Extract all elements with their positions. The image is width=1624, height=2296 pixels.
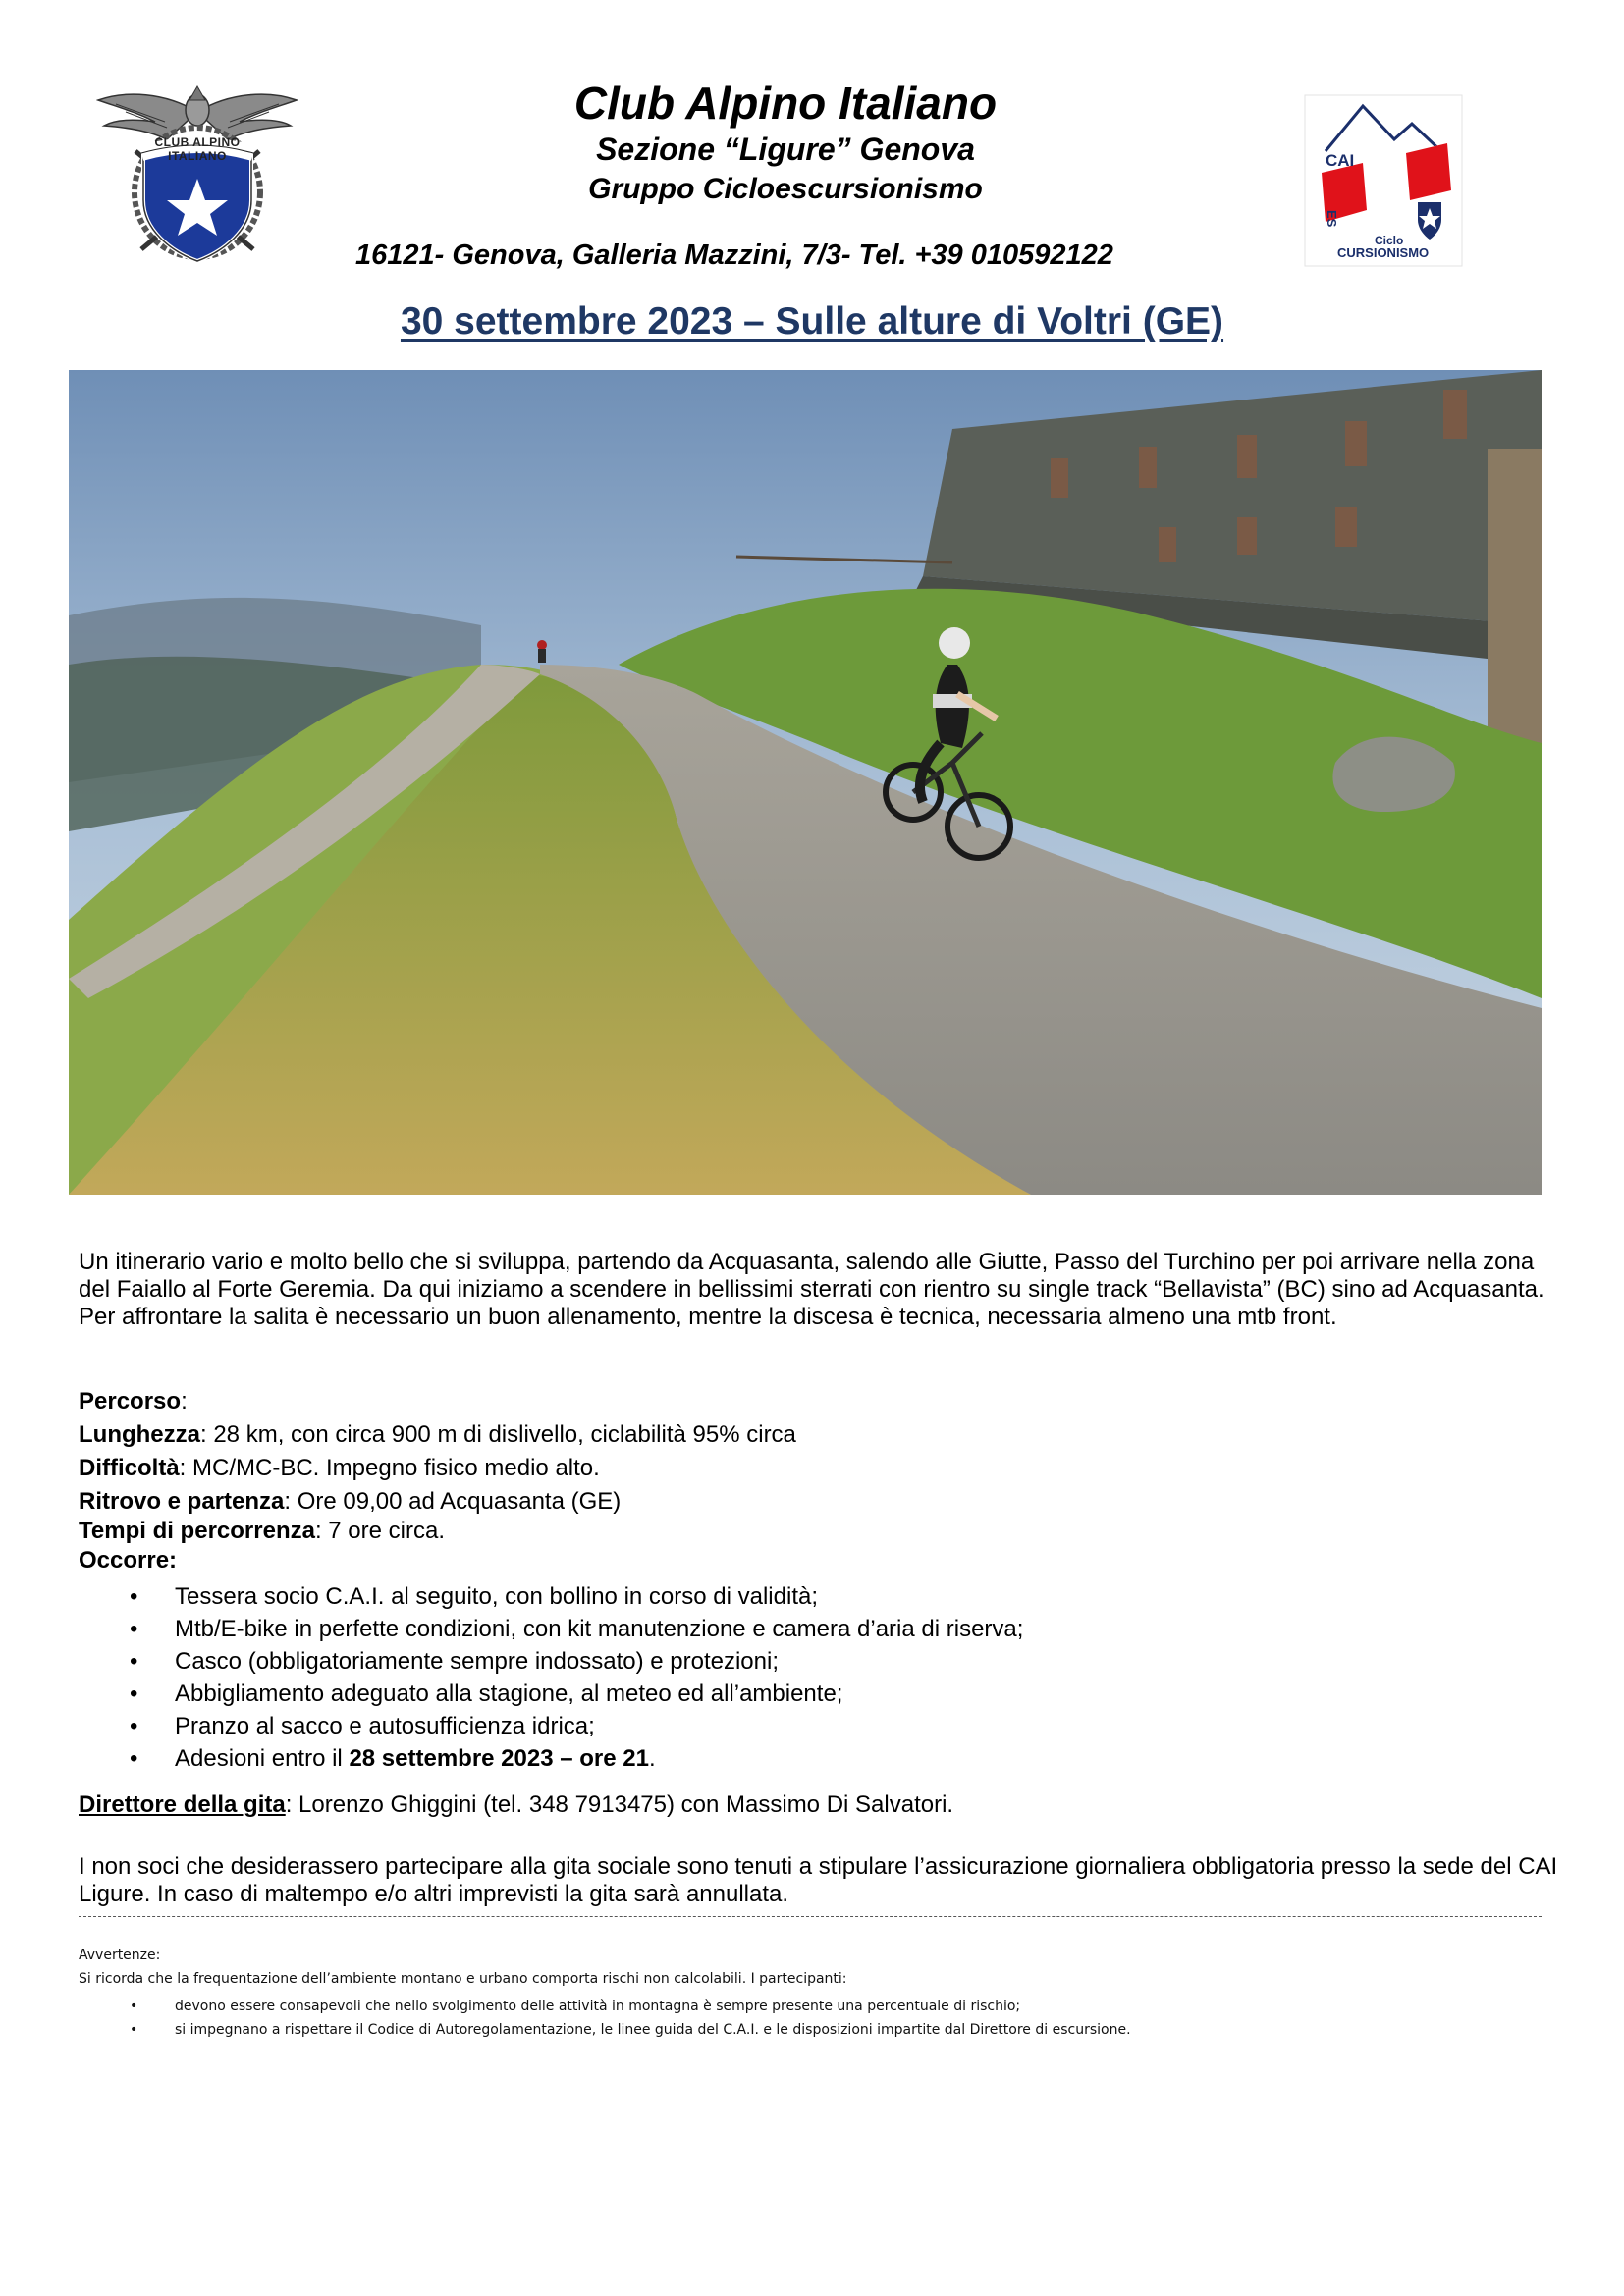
list-item: • Mtb/E-bike in perfette condizioni, con kit manutenzione e camera d’aria di riserva;: [79, 1613, 1023, 1645]
list-item: • devono essere consapevoli che nello svolgimento delle attività in montagna è sempre presente una percentuale di rischio;: [79, 1995, 1131, 2018]
club-title: Club Alpino Italiano: [573, 78, 998, 129]
ritrovo-line: [79, 1488, 621, 1516]
lunghezza-line: [79, 1421, 796, 1449]
event-title: 30 settembre 2023 – Sulle alture di Voltri (GE): [400, 300, 1224, 343]
occorre-list: [79, 1580, 1023, 1775]
adesioni-deadline: 28 settembre 2023 – ore 21: [349, 1745, 649, 1772]
director-line: [79, 1791, 953, 1819]
tempi-line: [79, 1518, 445, 1545]
dashed-divider: [79, 1916, 1542, 1919]
warnings-intro: Si ricorda che la frequentazione dell’ambiente montano e urbano comporta rischi non calcolabili. I partecipanti:: [79, 1971, 847, 1987]
warnings-title: Avvertenze:: [79, 1948, 161, 1963]
list-item-adesioni: [79, 1742, 1023, 1775]
occorre-label: Occorre:: [79, 1547, 178, 1574]
cai-eagle-logo: [96, 82, 298, 265]
lunghezza-value: : 28 km, con circa 900 m di dislivello, ciclabilità 95% circa: [200, 1421, 796, 1448]
adesioni-prefix: Adesioni entro il: [175, 1745, 350, 1772]
lunghezza-label: Lunghezza: [79, 1421, 200, 1448]
director-label: Direttore della gita: [79, 1791, 286, 1818]
section-name: Sezione “Ligure” Genova: [596, 132, 975, 167]
tempi-label: Tempi di percorrenza: [79, 1518, 315, 1544]
es-label: ES: [1325, 210, 1339, 228]
intro-text: [79, 1249, 1561, 1331]
difficolta-line: [79, 1455, 600, 1482]
list-item: • Tessera socio C.A.I. al seguito, con bollino in corso di validità;: [79, 1580, 1023, 1613]
adesioni-suffix: .: [648, 1745, 656, 1772]
list-item: • Casco (obbligatoriamente sempre indossato) e protezioni;: [79, 1645, 1023, 1678]
percorso-label: Percorso: [79, 1388, 182, 1415]
intro-paragraph-1: Un itinerario vario e molto bello che si sviluppa, partendo da Acquasanta, salendo alle Giutte, Passo del Turchino per poi arrivare nella zona del Faiallo al Forte Geremia. Da qui iniziamo a scendere in bellissimi sterrati con rientro su single track “Bellavista” (BC) sino ad Acquasanta.: [79, 1249, 1544, 1303]
group-name: Gruppo Cicloescursionismo: [588, 173, 983, 205]
non-soci-note: I non soci che desiderassero partecipare alla gita sociale sono tenuti a stipulare l’assicurazione giornaliera obbligatoria presso la sede del CAI Ligure. In caso di maltempo e/o altri imprevisti la gita sarà annullata.: [79, 1853, 1558, 1907]
cai-logo-text: CLUB ALPINO ITALIANO: [154, 135, 241, 163]
cicloescursionismo-logo: [1304, 94, 1463, 267]
ritrovo-label: Ritrovo e partenza: [79, 1488, 285, 1515]
percorso-value: :: [181, 1388, 188, 1415]
list-item: • Abbigliamento adeguato alla stagione, al meteo ed all’ambiente;: [79, 1678, 1023, 1710]
cai-label: CAI: [1326, 151, 1355, 170]
percorso-line: [79, 1388, 188, 1415]
ritrovo-value: : Ore 09,00 ad Acquasanta (GE): [284, 1488, 622, 1515]
list-item: • Pranzo al sacco e autosufficienza idrica;: [79, 1710, 1023, 1742]
difficolta-label: Difficoltà: [79, 1455, 180, 1481]
ciclo-label: Ciclo: [1375, 234, 1404, 247]
director-value: : Lorenzo Ghiggini (tel. 348 7913475) con Massimo Di Salvatori.: [285, 1791, 954, 1818]
cyclist-photo: [69, 370, 1542, 1195]
cursionismo-label: CURSIONISMO: [1337, 245, 1430, 260]
intro-paragraph-2: Per affrontare la salita è necessario un buon allenamento, mentre la discesa è tecnica, necessaria almeno una mtb front.: [79, 1304, 1337, 1330]
list-item: • si impegnano a rispettare il Codice di Autoregolamentazione, le linee guida del C.A.I. e le disposizioni impartite dal Direttore di escursione.: [79, 2018, 1131, 2042]
occorre-line: [79, 1547, 177, 1575]
warnings-list: [79, 1995, 1131, 2042]
tempi-value: : 7 ore circa.: [314, 1518, 445, 1544]
difficolta-value: : MC/MC-BC. Impegno fisico medio alto.: [179, 1455, 600, 1481]
club-address: 16121- Genova, Galleria Mazzini, 7/3- Tel. +39 010592122: [355, 240, 1113, 271]
